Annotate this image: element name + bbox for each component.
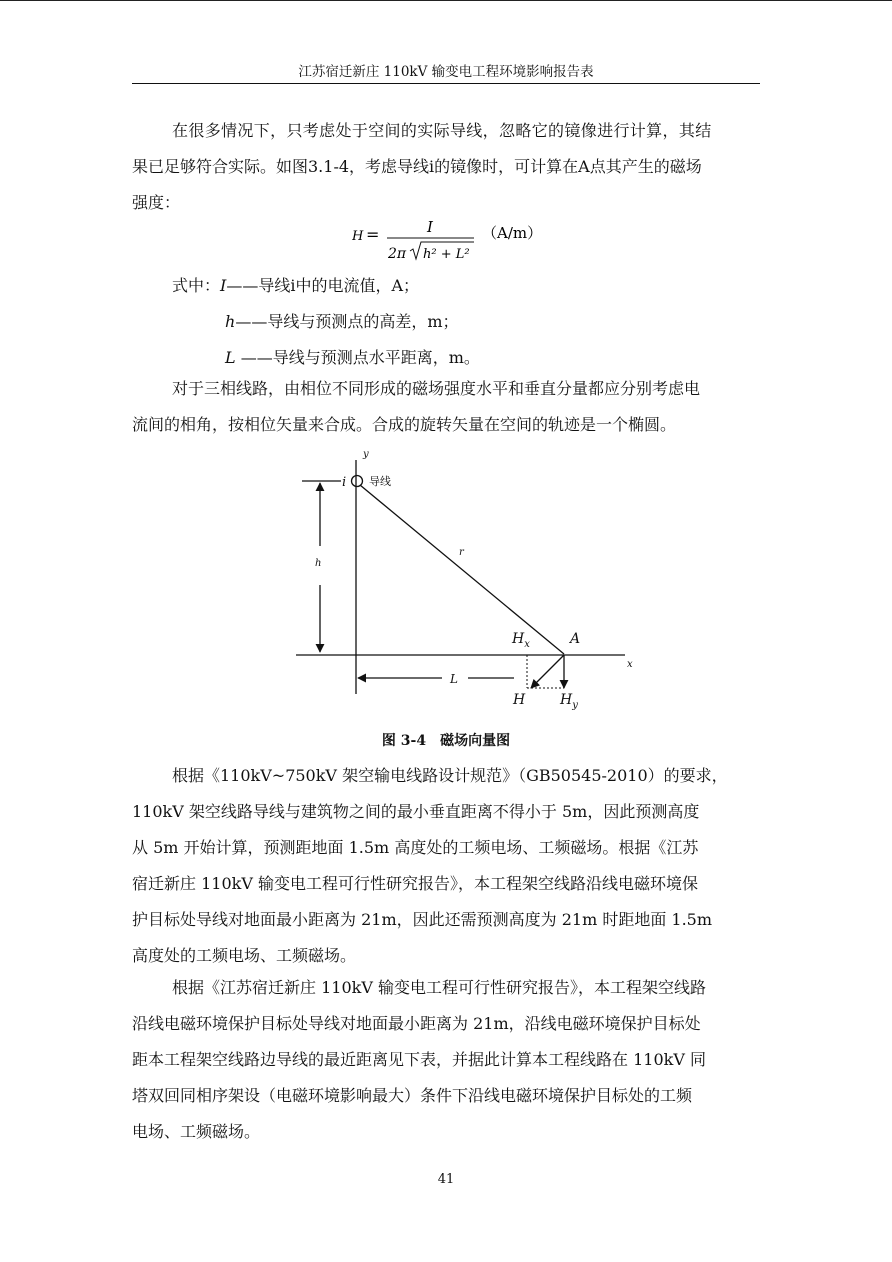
formula-unit: （A/m） [482,224,543,242]
para3-line-1: 根据《110kV~750kV 架空输电线路设计规范》（GB50545-2010）的要求， [172,766,728,785]
y-axis-label: y [363,449,369,460]
intro-line-3: 强度： [132,193,181,212]
r-line [360,485,564,654]
intro-line-2: 果已足够符合实际。如图3.1-4，考虑导线i的镜像时，可计算在A点其产生的磁场 [132,157,702,176]
para3-line-5: 护目标处导线对地面最小距离为 21m，因此还需预测高度为 21m 时距地面 1.5m [132,910,713,929]
h-vector-label: H [513,692,526,708]
para3-line-4: 宿迁新庄 110kV 输变电工程可行性研究报告》，本工程架空线路沿线电磁环境保 [132,874,698,893]
para4-line-5: 电场、工频磁场。 [132,1122,261,1141]
conductor-circle [352,476,363,487]
conductor-label-i: i [342,475,347,490]
page-number: 41 [437,1172,455,1187]
figure-caption: 图 3-4 磁场向量图 [381,733,511,749]
l-label: L [450,672,458,686]
definition-h-text: ——导线与预测点的高差，m； [235,312,459,331]
symbol-l: L [225,348,236,367]
formula-denominator-prefix: 2π [388,246,407,262]
definition-lead: 式中： [172,276,221,295]
x-axis-label: x [627,659,633,670]
definition-l-text: ——导线与预测点水平距离，m。 [235,348,480,367]
formula-radicand: h² + L² [423,247,470,262]
para2-line-1: 对于三相线路，由相位不同形成的磁场强度水平和垂直分量都应分别考虑电 [172,379,701,398]
definition-i-text: ——导线i中的电流值，A； [226,276,420,295]
formula-equals: = [366,225,380,244]
h-resultant-vector [531,655,564,688]
symbol-h: h [225,312,236,331]
para3-line-3: 从 5m 开始计算，预测距地面 1.5m 高度处的工频电场、工频磁场。根据《江苏 [132,838,699,857]
intro-line-1: 在很多情况下，只考虑处于空间的实际导线，忽略它的镜像进行计算，其结 [172,121,712,140]
para4-line-4: 塔双回同相序架设（电磁环境影响最大）条件下沿线电磁环境保护目标处的工频 [132,1086,693,1105]
wire-label: 导线 [369,475,391,488]
para2-line-2: 流间的相角，按相位矢量来合成。合成的旋转矢量在空间的轨迹是一个椭圆。 [132,415,677,434]
para4-line-3: 距本工程架空线路边导线的最近距离见下表，并据此计算本工程线路在 110kV 同 [132,1050,706,1069]
para4-line-1: 根据《江苏宿迁新庄 110kV 输变电工程可行性研究报告》，本工程架空线路 [172,978,706,997]
formula-lhs: H [352,229,364,244]
formula-numerator: I [427,218,433,236]
point-a-label: A [570,631,581,647]
hx-label: $H_x$ [512,631,530,650]
hy-label: $H_y$ [560,692,578,711]
running-header: 江苏宿迁新庄 110kV 输变电工程环境影响报告表 [298,64,594,80]
r-label: r [459,547,464,558]
para4-line-2: 沿线电磁环境保护目标处导线对地面最小距离为 21m，沿线电磁环境保护目标处 [132,1014,701,1033]
h-label: h [315,558,322,569]
symbol-i: I [220,276,227,295]
para3-line-6: 高度处的工频电场、工频磁场。 [132,946,357,965]
para3-line-2: 110kV 架空线路导线与建筑物之间的最小垂直距离不得小于 5m，因此预测高度 [132,802,700,821]
